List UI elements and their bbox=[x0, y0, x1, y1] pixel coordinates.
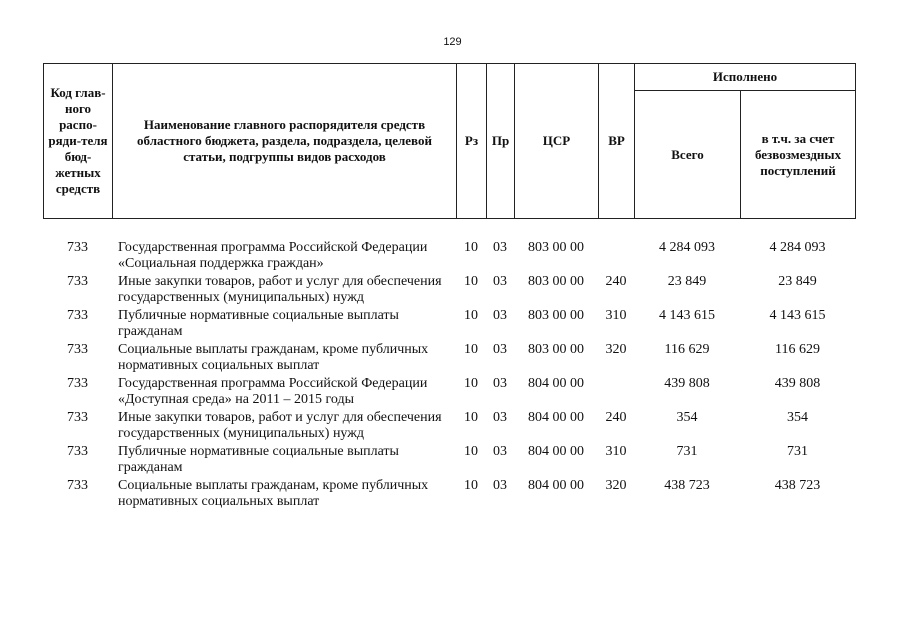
cell-pr: 03 bbox=[493, 240, 507, 255]
cell-vr: 310 bbox=[605, 308, 627, 323]
cell-name: Социальные выплаты гражданам, кроме публичных нормативных социальных выплат bbox=[118, 478, 429, 509]
page-number: 129 bbox=[443, 36, 462, 48]
cell-rz: 10 bbox=[464, 274, 478, 289]
table-row bbox=[43, 444, 855, 476]
cell-name: Государственная программа Российской Федерации «Социальная поддержка граждан» bbox=[118, 240, 428, 271]
cell-kod: 733 bbox=[67, 308, 88, 323]
header-ispolneno: Исполнено bbox=[635, 64, 856, 91]
cell-pr: 03 bbox=[493, 478, 507, 493]
cell-total: 731 bbox=[676, 444, 698, 459]
cell-name: Иные закупки товаров, работ и услуг для обеспечения государственных (муниципальных) нужд bbox=[118, 274, 442, 305]
cell-kod: 733 bbox=[67, 410, 88, 425]
cell-csr: 804 00 00 bbox=[528, 410, 584, 425]
cell-name: Государственная программа Российской Федерации «Доступная среда» на 2011 – 2015 годы bbox=[118, 376, 428, 407]
cell-csr: 803 00 00 bbox=[528, 274, 584, 289]
table-body bbox=[43, 240, 855, 512]
cell-kod: 733 bbox=[67, 240, 88, 255]
cell-total: 116 629 bbox=[664, 342, 710, 357]
cell-csr: 804 00 00 bbox=[528, 376, 584, 391]
cell-free: 354 bbox=[787, 410, 808, 425]
cell-vr: 320 bbox=[605, 342, 627, 357]
cell-vr bbox=[598, 240, 634, 272]
cell-pr: 03 bbox=[493, 410, 507, 425]
cell-csr: 804 00 00 bbox=[528, 478, 584, 493]
cell-rz: 10 bbox=[464, 240, 478, 255]
cell-rz: 10 bbox=[464, 410, 478, 425]
cell-kod: 733 bbox=[67, 478, 88, 493]
cell-csr: 803 00 00 bbox=[528, 342, 584, 357]
header-pr: Пр bbox=[487, 64, 515, 219]
cell-free: 438 723 bbox=[774, 478, 821, 493]
cell-vr: 240 bbox=[605, 410, 627, 425]
cell-name: Публичные нормативные социальные выплаты гражданам bbox=[118, 444, 399, 475]
cell-csr: 803 00 00 bbox=[528, 308, 584, 323]
cell-kod: 733 bbox=[67, 342, 88, 357]
cell-pr: 03 bbox=[493, 274, 507, 289]
cell-rz: 10 bbox=[464, 342, 478, 357]
cell-vr bbox=[598, 376, 634, 408]
cell-kod: 733 bbox=[67, 376, 88, 391]
cell-total: 439 808 bbox=[664, 376, 710, 391]
cell-total: 4 143 615 bbox=[659, 308, 715, 323]
table-row bbox=[43, 240, 855, 272]
cell-total: 4 284 093 bbox=[659, 240, 715, 255]
table-row bbox=[43, 478, 855, 510]
table-row bbox=[43, 410, 855, 442]
header-free: в т.ч. за счет безвозмездных поступлений bbox=[741, 91, 856, 219]
cell-csr: 803 00 00 bbox=[528, 240, 584, 255]
cell-free: 439 808 bbox=[774, 376, 821, 391]
cell-rz: 10 bbox=[464, 376, 478, 391]
cell-name: Социальные выплаты гражданам, кроме публичных нормативных социальных выплат bbox=[118, 342, 429, 373]
cell-free: 23 849 bbox=[778, 274, 817, 289]
table-header bbox=[43, 63, 856, 219]
cell-name: Иные закупки товаров, работ и услуг для обеспечения государственных (муниципальных) нужд bbox=[118, 410, 442, 441]
cell-free: 4 284 093 bbox=[769, 240, 826, 255]
cell-rz: 10 bbox=[464, 308, 478, 323]
cell-vr: 240 bbox=[605, 274, 627, 289]
cell-pr: 03 bbox=[493, 342, 507, 357]
table-row bbox=[43, 274, 855, 306]
table-row bbox=[43, 342, 855, 374]
header-name: Наименование главного распорядителя средств областного бюджета, раздела, подраздела, целевой статьи, подгруппы видов расходов bbox=[113, 64, 457, 219]
cell-pr: 03 bbox=[493, 444, 507, 459]
cell-kod: 733 bbox=[67, 274, 88, 289]
table-row bbox=[43, 376, 855, 408]
cell-free: 731 bbox=[787, 444, 808, 459]
cell-total: 354 bbox=[676, 410, 698, 425]
header-rz: Рз bbox=[457, 64, 487, 219]
table-row bbox=[43, 308, 855, 340]
cell-vr: 310 bbox=[605, 444, 627, 459]
cell-rz: 10 bbox=[464, 478, 478, 493]
cell-pr: 03 bbox=[493, 376, 507, 391]
cell-total: 438 723 bbox=[664, 478, 710, 493]
cell-csr: 804 00 00 bbox=[528, 444, 584, 459]
header-vr: ВР bbox=[599, 64, 635, 219]
cell-name: Публичные нормативные социальные выплаты гражданам bbox=[118, 308, 399, 339]
header-csr: ЦСР bbox=[515, 64, 599, 219]
cell-vr: 320 bbox=[605, 478, 627, 493]
cell-pr: 03 bbox=[493, 308, 507, 323]
cell-total: 23 849 bbox=[667, 274, 707, 289]
cell-kod: 733 bbox=[67, 444, 88, 459]
cell-free: 4 143 615 bbox=[769, 308, 826, 323]
cell-rz: 10 bbox=[464, 444, 478, 459]
header-vsego: Всего bbox=[635, 91, 741, 219]
cell-free: 116 629 bbox=[775, 342, 820, 357]
header-kod: Код глав-ного распо-ряди-теля бюд-жетных средств bbox=[44, 64, 113, 219]
